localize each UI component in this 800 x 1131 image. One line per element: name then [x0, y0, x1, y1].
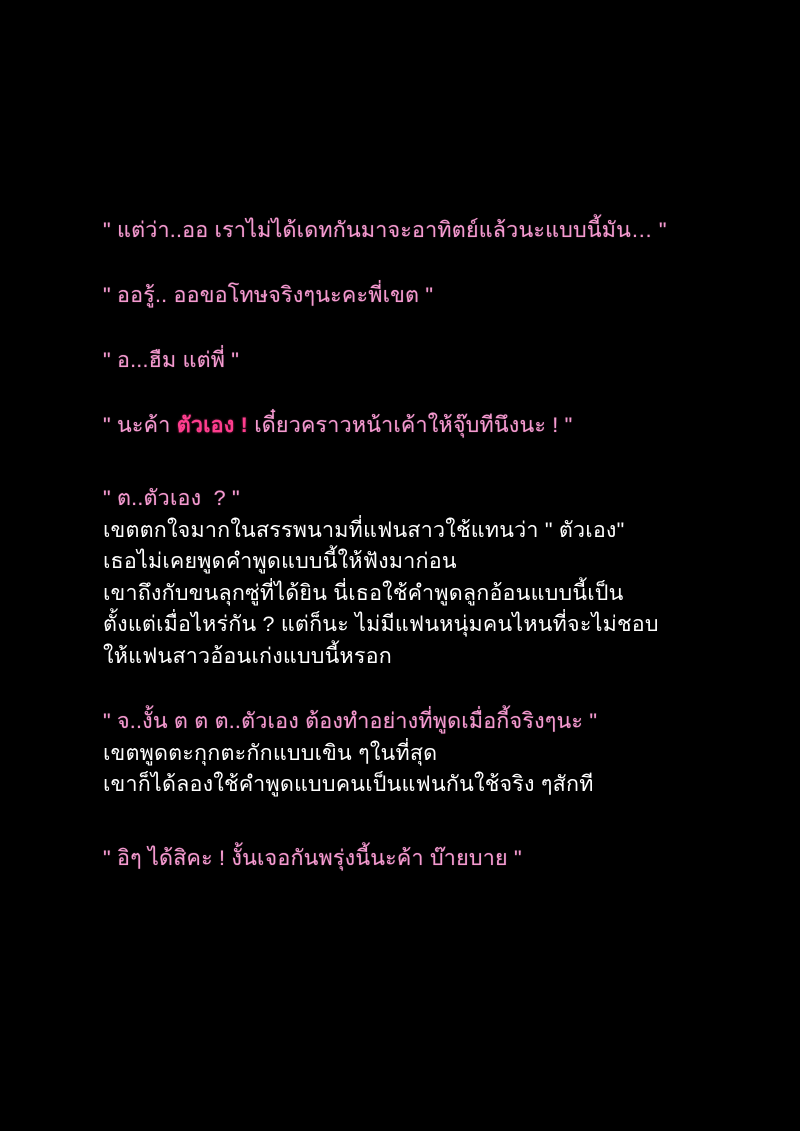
narration-line: ตั้งแต่เมื่อไหร่กัน ? แต่ก็นะ ไม่มีแฟนหนุ่มคนไหนที่จะไม่ชอบ — [103, 612, 659, 636]
dialogue-block-4 — [103, 410, 700, 441]
narration-line: เขาถึงกับขนลุกซู่ที่ได้ยิน นี่เธอใช้คำพูดลูกอ้อนแบบนี้เป็น — [103, 580, 624, 605]
dialogue-emphasis: ตัวเอง ! — [176, 413, 249, 437]
narration-line: เขาก็ได้ลองใช้คำพูดแบบคนเป็นแฟนกันใช้จริง ๆสักที — [103, 772, 594, 796]
dialogue-line: " อ...ฮืม แต่พี่ " — [103, 348, 240, 372]
dialogue-block-6 — [103, 706, 700, 801]
dialogue-line: " ออรู้.. ออขอโทษจริงๆนะคะพี่เขต " — [103, 283, 434, 307]
dialogue-line: " จ..งั้น ต ต ต..ตัวเอง ต้องทำอย่างที่พูดเมื่อกี้จริงๆนะ " — [103, 709, 598, 733]
narration-line: ให้แฟนสาวอ้อนเก่งแบบนี้หรอก — [103, 643, 393, 668]
dialogue-block-1 — [103, 215, 700, 246]
dialogue-block-2 — [103, 280, 700, 311]
dialogue-prefix: " นะค้า — [103, 413, 177, 437]
dialogue-line-emphasis — [103, 410, 700, 441]
dialogue-line: " แต่ว่า..ออ เราไม่ได้เดทกันมาจะอาทิตย์แล้วนะแบบนี้มัน… " — [103, 218, 667, 242]
dialogue-block-5 — [103, 483, 700, 672]
dialogue-block-7 — [103, 843, 700, 874]
dialogue-line: " อิๆ ได้สิคะ ! งั้นเจอกันพรุ่งนี้นะค้า บ๊ายบาย " — [103, 845, 522, 870]
dialogue-line: " ต..ตัวเอง ? " — [103, 486, 240, 510]
narration-line: เขตพูดตะกุกตะกักแบบเขิน ๆในที่สุด — [103, 740, 438, 765]
dialogue-block-3 — [103, 345, 700, 376]
dialogue-suffix: เดี๋ยวคราวหน้าเค้าให้จุ๊บทีนึงนะ ! " — [248, 413, 573, 437]
narration-line: เขตตกใจมากในสรรพนามที่แฟนสาวใช้แทนว่า " ตัวเอง" — [103, 517, 625, 542]
narration-line: เธอไม่เคยพูดคำพูดแบบนี้ให้ฟังมาก่อน — [103, 549, 457, 573]
